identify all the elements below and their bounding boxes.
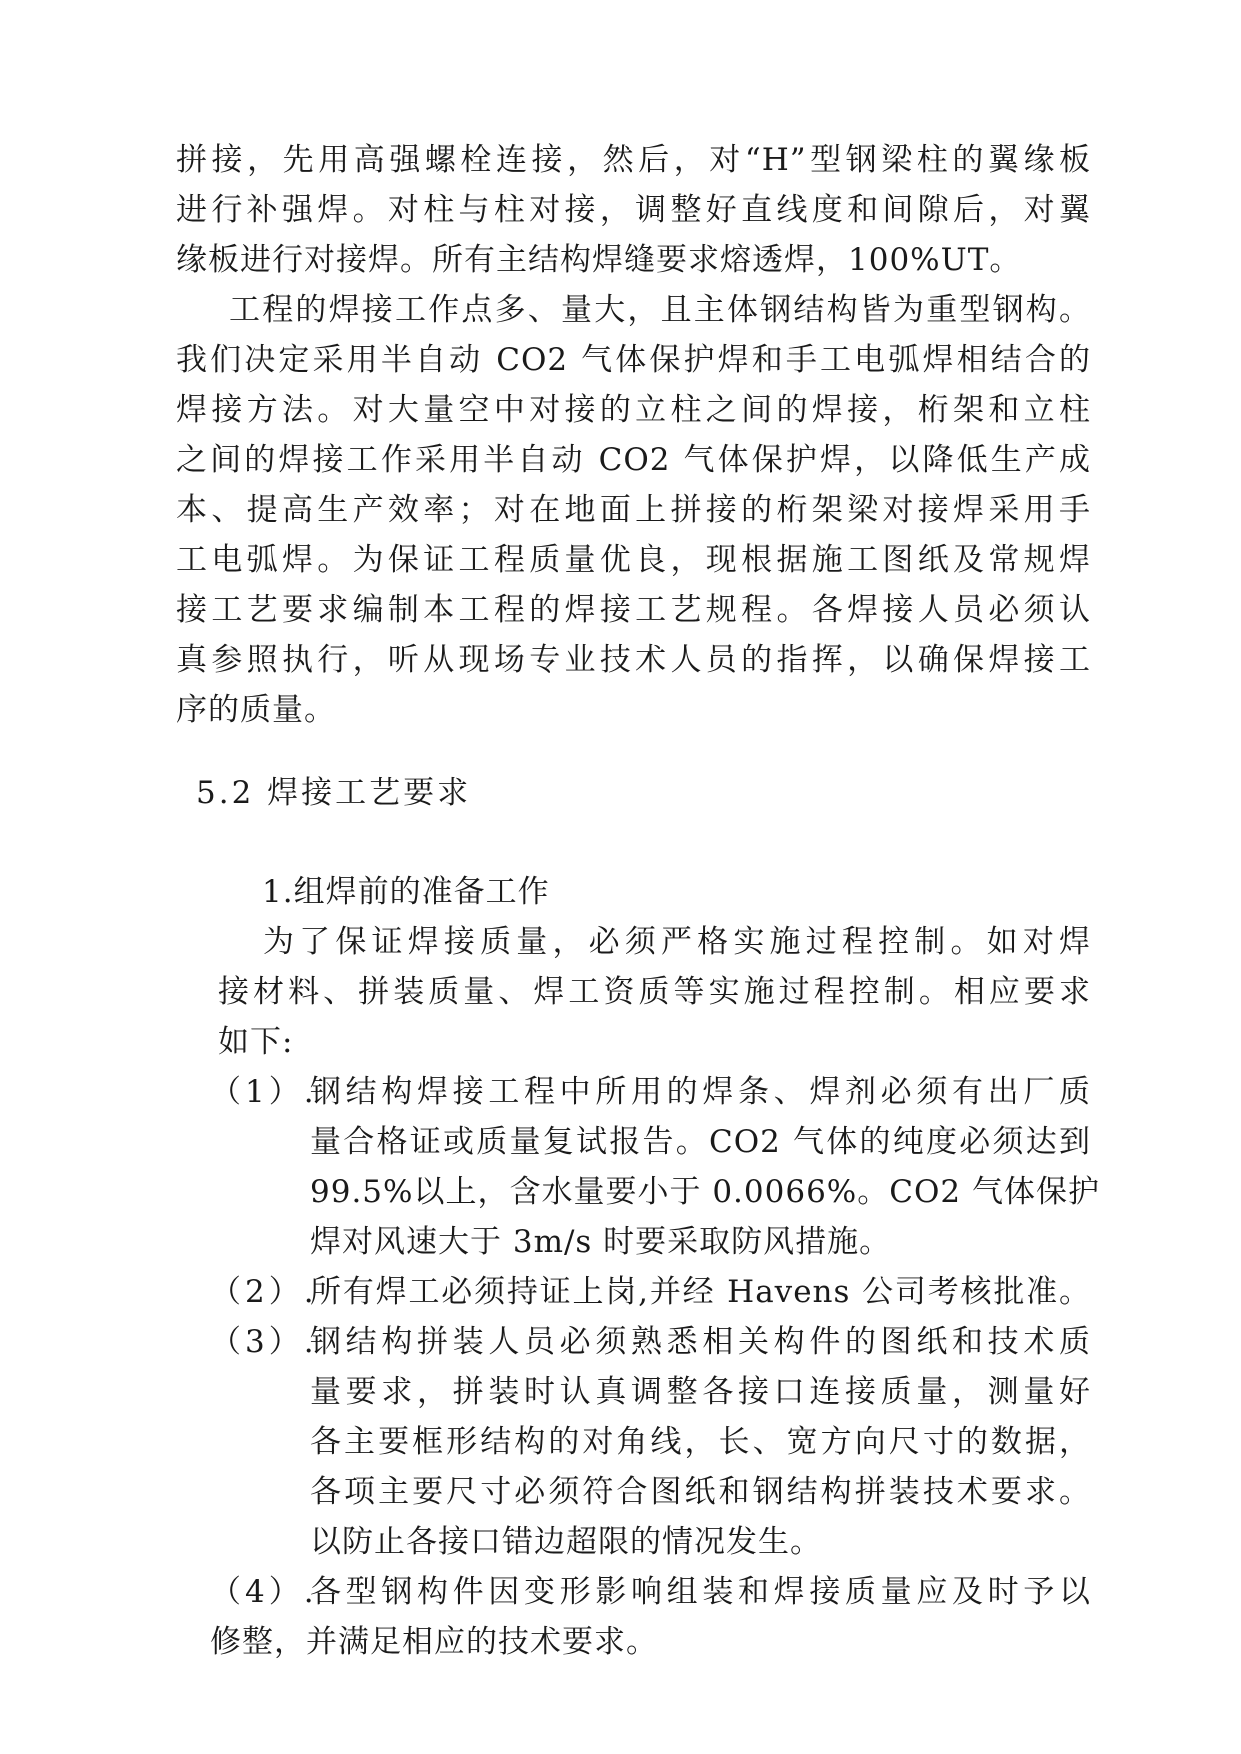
subsection-line: 接材料、拼装质量、焊工资质等实施过程控制。相应要求 [218,974,1091,1010]
list-item-number: （4）. [210,1574,318,1610]
list-item-line: 以防止各接口错边超限的情况发生。 [310,1524,822,1560]
list-item-line: 量要求，拼装时认真调整各接口连接质量，测量好 [310,1374,1091,1410]
paragraph-line: 本、提高生产效率；对在地面上拼接的桁架梁对接焊采用手 [176,492,1091,528]
list-item-line: 量合格证或质量复试报告。CO2 气体的纯度必须达到 [310,1124,1091,1160]
subsection-heading: 1.组焊前的准备工作 [262,874,550,910]
list-item-line: 焊对风速大于 3m/s 时要采取防风措施。 [310,1224,892,1260]
list-item-line: 钢结构拼装人员必须熟悉相关构件的图纸和技术质 [310,1324,1091,1360]
paragraph-line: 之间的焊接工作采用半自动 CO2 气体保护焊，以降低生产成 [176,442,1091,478]
list-item-line: 各主要框形结构的对角线，长、宽方向尺寸的数据， [310,1424,1091,1460]
paragraph-line: 我们决定采用半自动 CO2 气体保护焊和手工电弧焊相结合的 [176,342,1091,378]
list-item-line: 99.5%以上，含水量要小于 0.0066%。CO2 气体保护 [310,1174,1100,1210]
paragraph-line: 接工艺要求编制本工程的焊接工艺规程。各焊接人员必须认 [176,592,1091,628]
list-item-line: 各型钢构件因变形影响组装和焊接质量应及时予以 [310,1574,1091,1610]
intro-line: 缘板进行对接焊。所有主结构焊缝要求熔透焊，100%UT。 [176,242,1022,278]
list-item-line: 所有焊工必须持证上岗,并经 Havens 公司考核批准。 [310,1274,1091,1310]
paragraph-line: 序的质量。 [176,692,336,728]
list-item-number: （2）. [210,1274,318,1310]
list-item-number: （3）. [210,1324,318,1360]
list-item-number: （1）. [210,1074,318,1110]
paragraph-line: 真参照执行，听从现场专业技术人员的指挥，以确保焊接工 [176,642,1091,678]
list-item-line: 各项主要尺寸必须符合图纸和钢结构拼装技术要求。 [310,1474,1091,1510]
list-item-line: 修整，并满足相应的技术要求。 [210,1624,658,1660]
paragraph-line: 工电弧焊。为保证工程质量优良，现根据施工图纸及常规焊 [176,542,1091,578]
section-heading: 5.2 焊接工艺要求 [196,775,472,811]
paragraph-line: 焊接方法。对大量空中对接的立柱之间的焊接，桁架和立柱 [176,392,1091,428]
paragraph-line: 工程的焊接工作点多、量大，且主体钢结构皆为重型钢构。 [229,292,1091,328]
intro-line: 拼接，先用高强螺栓连接，然后，对“H”型钢梁柱的翼缘板 [176,142,1091,178]
subsection-line: 为了保证焊接质量，必须严格实施过程控制。如对焊 [263,924,1091,960]
list-item-line: 钢结构焊接工程中所用的焊条、焊剂必须有出厂质 [310,1074,1091,1110]
intro-line: 进行补强焊。对柱与柱对接，调整好直线度和间隙后，对翼 [176,192,1091,228]
subsection-line: 如下: [218,1024,294,1060]
